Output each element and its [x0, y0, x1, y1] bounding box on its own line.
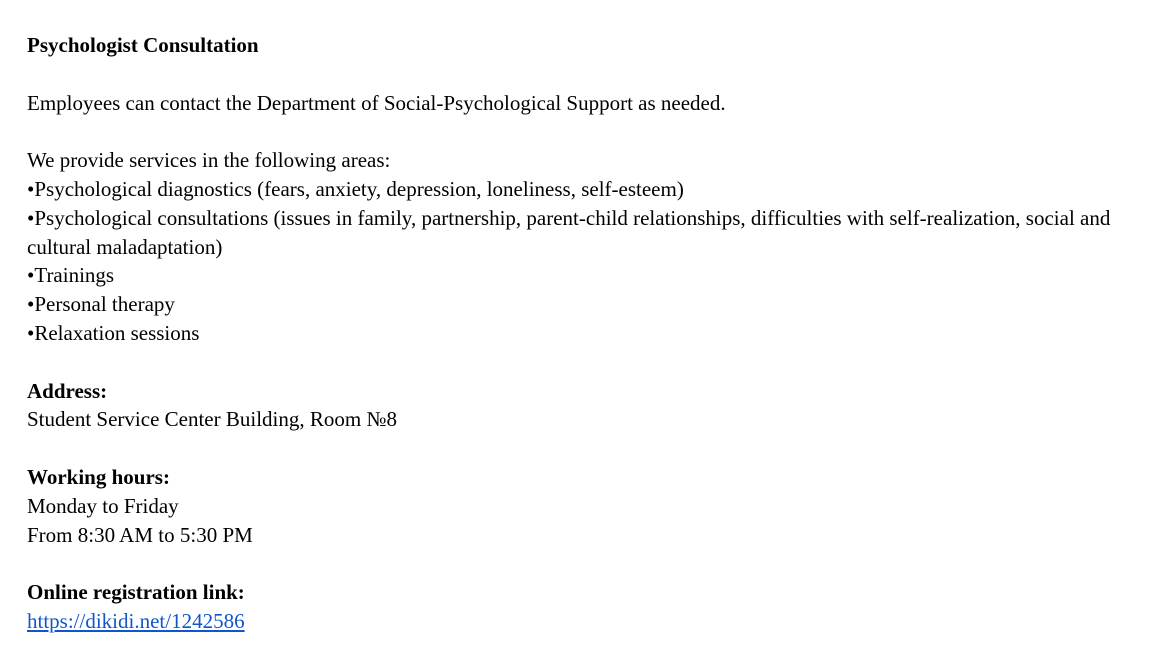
spacer — [27, 348, 1167, 377]
intro-text: Employees can contact the Department of Social-Psychological Support as needed. — [27, 90, 726, 115]
address-heading: Address: — [27, 378, 108, 403]
document-body — [27, 31, 1167, 636]
service-item-trainings: •Trainings — [27, 263, 115, 288]
service-item-relaxation: •Relaxation sessions — [27, 320, 200, 345]
service-item-diagnostics: •Psychological diagnostics (fears, anxiety, depression, loneliness, self-esteem) — [27, 176, 684, 201]
registration-heading: Online registration link: — [27, 580, 245, 605]
registration-link[interactable]: https://dikidi.net/1242586 — [27, 608, 245, 633]
spacer — [27, 117, 1167, 146]
page-title: Psychologist Consultation — [27, 33, 259, 57]
spacer — [27, 60, 1167, 89]
spacer — [27, 549, 1167, 578]
registration-link-line — [27, 607, 1167, 636]
services-lead: We provide services in the following areas: — [27, 148, 391, 173]
working-hours-heading: Working hours: — [27, 464, 170, 489]
working-time: From 8:30 AM to 5:30 PM — [27, 522, 253, 547]
service-item-consultations: •Psychological consultations (issues in family, partnership, parent-child relationships, difficulties with self-realization, social and cultural maladaptation) — [27, 205, 1111, 259]
spacer — [27, 434, 1167, 463]
service-item-therapy: •Personal therapy — [27, 292, 175, 317]
address-value: Student Service Center Building, Room №8 — [27, 407, 398, 432]
working-days: Monday to Friday — [27, 493, 179, 518]
